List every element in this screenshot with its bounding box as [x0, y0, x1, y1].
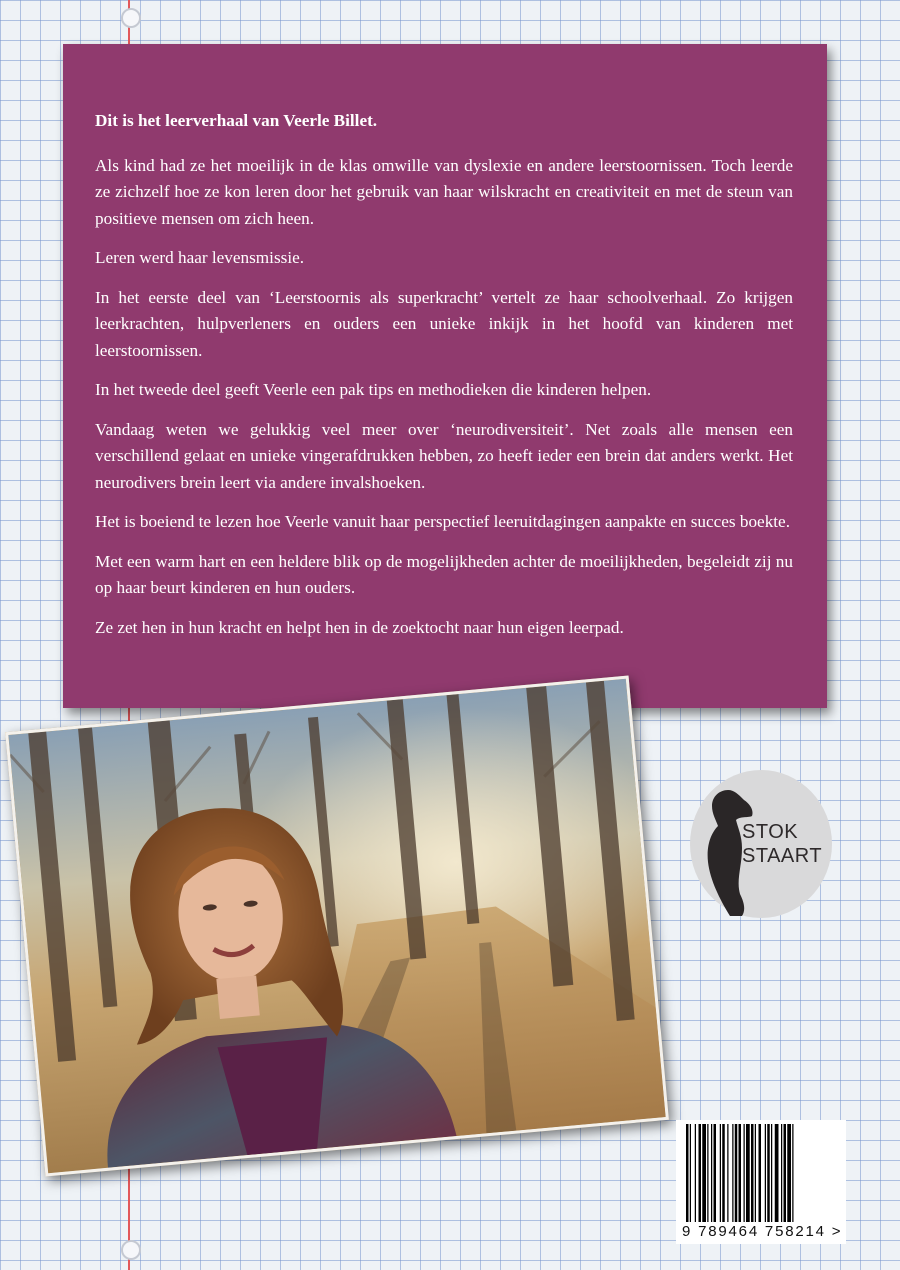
paragraph-6: Het is boeiend te lezen hoe Veerle vanuit haar perspectief leeruitdagingen aanpakte en succes boekte. — [95, 512, 790, 531]
ring-hole — [121, 1240, 141, 1260]
isbn-barcode — [676, 1120, 846, 1244]
paragraph-8: Ze zet hen in hun kracht en helpt hen in de zoektocht naar hun eigen leerpad. — [95, 617, 624, 637]
isbn-number: 9 789464 758214 > — [682, 1223, 843, 1240]
logo-text-line1: STOK — [742, 821, 799, 843]
publisher-logo — [690, 770, 832, 918]
logo-text-line2: STAART — [742, 845, 823, 867]
paragraph-4: In het tweede deel geeft Veerle een pak tips en methodieken die kinderen helpen. — [95, 380, 652, 399]
meerkat-icon — [690, 770, 832, 918]
paragraph-5: Vandaag weten we gelukkig veel meer over ‘neurodiversiteit’. Net zoals alle mensen een verschillend gelaat en unieke vingerafdrukken hebben, zo heeft ieder een brein dat anders werkt. Het neurodivers brein leert via andere invalshoeken. — [95, 419, 793, 492]
paragraph-3: In het eerste deel van ‘Leerstoornis als superkracht’ vertelt ze haar schoolverhaal. Zo krijgen leerkrachten, hulpverleners en ouders een unieke inkijk in het hoofd van kinderen met leerstoornissen. — [95, 287, 793, 360]
paragraph-7: Met een warm hart en een heldere blik op de mogelijkheden achter de moeilijkheden, begeleidt zij nu op haar beurt kinderen en hun ouders. — [95, 551, 793, 597]
paragraph-1: Als kind had ze het moeilijk in de klas omwille van dyslexie en andere leerstoornissen. Toch leerde ze zichzelf hoe ze kon leren door het gebruik van haar wilskracht en creativiteit en met de steun van positieve mensen om zich heen. — [95, 155, 793, 228]
barcode-bars — [682, 1124, 840, 1222]
lead-sentence: Dit is het leerverhaal van Veerle Billet. — [95, 111, 378, 130]
ring-hole — [121, 8, 141, 28]
author-photo — [5, 676, 669, 1177]
paragraph-2: Leren werd haar levensmissie. — [95, 248, 305, 267]
description-panel — [63, 44, 827, 708]
